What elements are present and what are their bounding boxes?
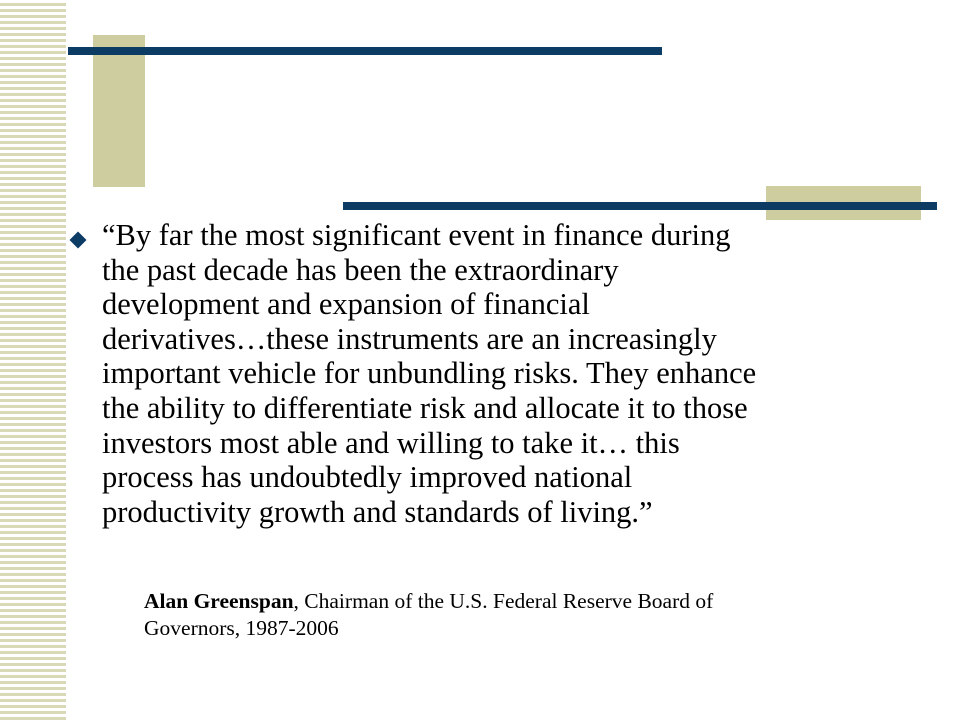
khaki-vertical-block (93, 35, 145, 187)
author-name: Alan Greenspan (144, 589, 294, 613)
quote-line: important vehicle for unbundling risks. They enhance (102, 356, 757, 391)
author-title-line1: , Chairman of the U.S. Federal Reserve Board of (293, 589, 714, 613)
left-stripe-decoration (0, 0, 68, 720)
quote-line: derivatives…these instruments are an increasingly (102, 321, 717, 356)
quote-attribution (144, 588, 904, 642)
quote-line: development and expansion of financial (102, 287, 590, 322)
quote-text (102, 218, 920, 529)
quote-line: process has undoubtedly improved national (102, 460, 633, 495)
quote-line: “By far the most significant event in finance during (102, 218, 731, 252)
quote-bullet-item (70, 218, 920, 529)
navy-top-bar (68, 47, 662, 55)
author-title-line2: Governors, 1987-2006 (144, 616, 339, 640)
quote-line: investors most able and willing to take it… this (102, 425, 680, 460)
diamond-bullet-icon (70, 232, 87, 249)
quote-line: the past decade has been the extraordinary (102, 252, 619, 287)
quote-line: productivity growth and standards of living.” (102, 494, 653, 529)
quote-line: the ability to differentiate risk and allocate it to those (102, 390, 748, 425)
navy-middle-bar (343, 202, 937, 210)
